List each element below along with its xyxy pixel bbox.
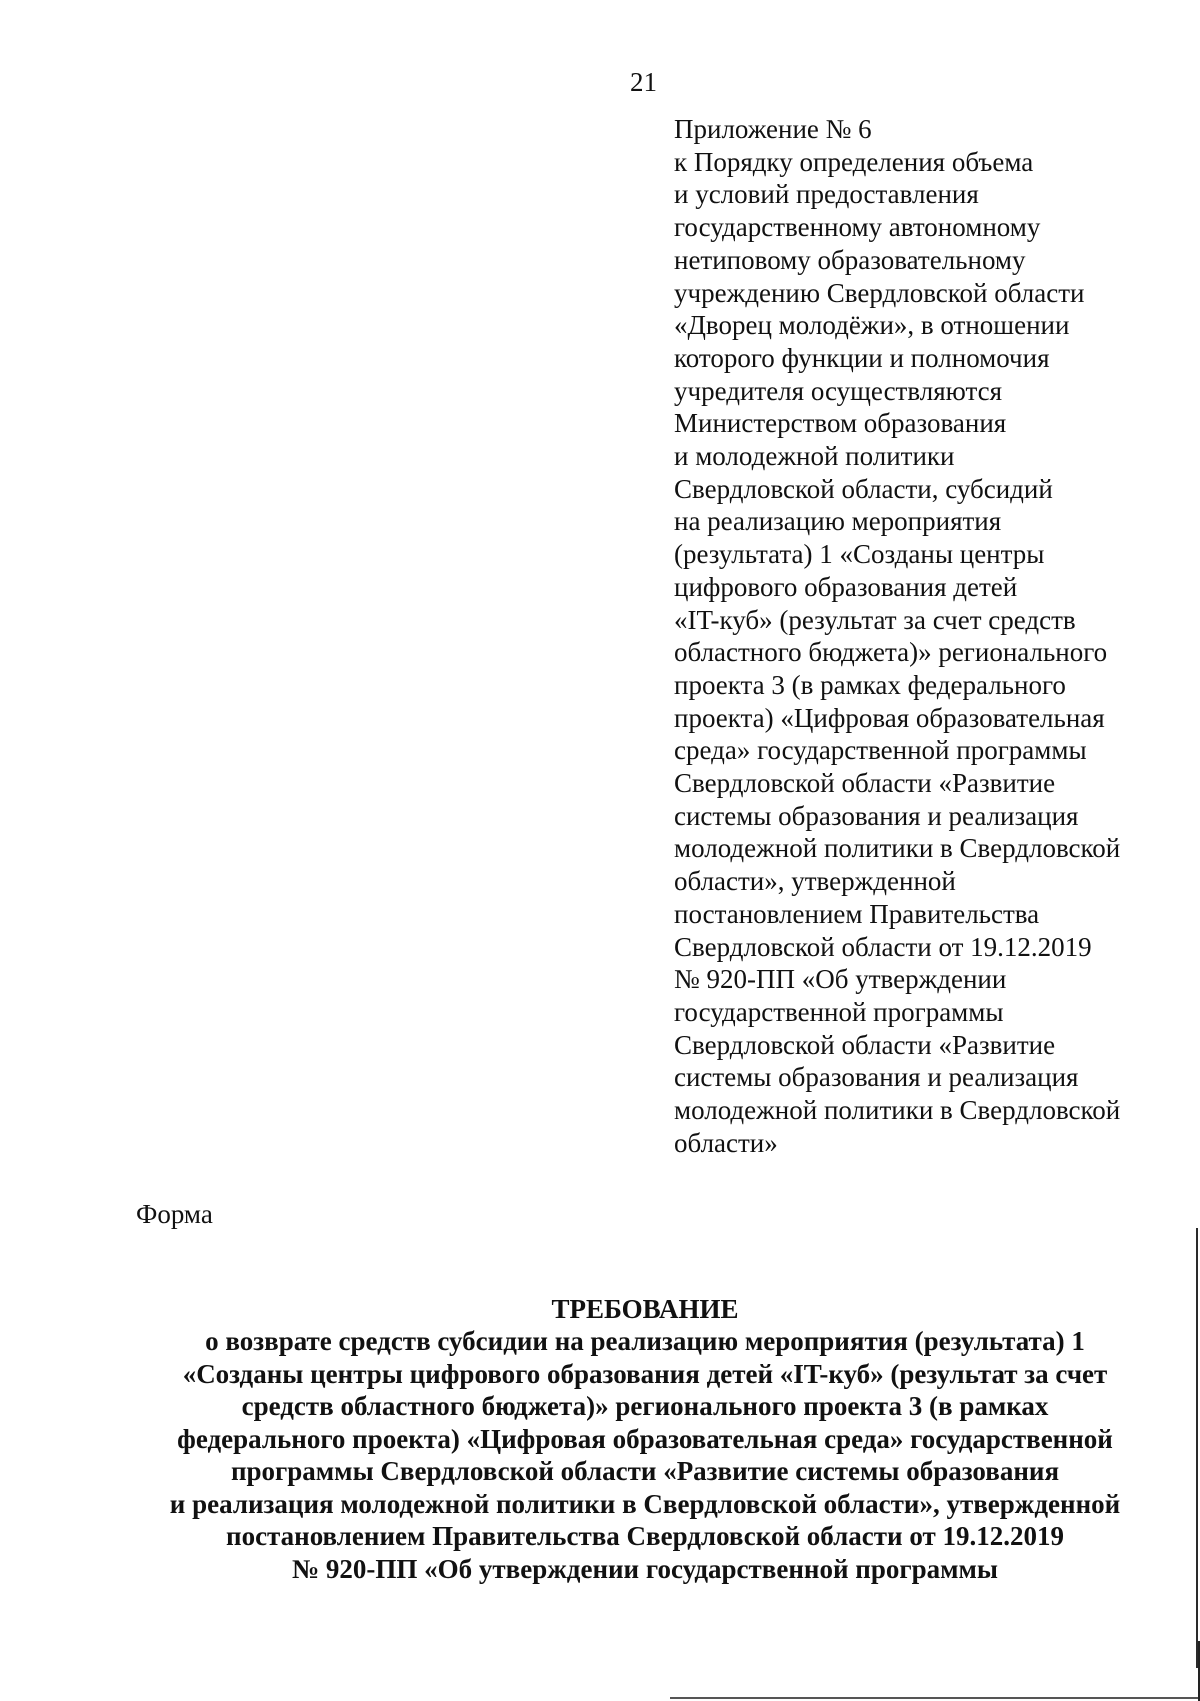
- page-number: 21: [630, 67, 657, 97]
- appendix-line: системы образования и реализация: [674, 1062, 1079, 1093]
- appendix-line: Министерством образования: [674, 408, 1007, 439]
- appendix-line: Свердловской области, субсидий: [674, 473, 1053, 504]
- scan-edge-right: [1196, 1228, 1198, 1668]
- requirement-line: № 920-ПП «Об утверждении государственной программы: [292, 1553, 998, 1584]
- appendix-line: (результата) 1 «Созданы центры: [674, 539, 1045, 570]
- appendix-line: «Дворец молодёжи», в отношении: [674, 310, 1070, 341]
- requirement-line: и реализация молодежной политики в Свердловской области», утвержденной: [169, 1488, 1121, 1519]
- appendix-line: цифрового образования детей: [674, 571, 1018, 602]
- appendix-line: Приложение № 6: [674, 114, 872, 144]
- appendix-line: проекта 3 (в рамках федерального: [674, 669, 1066, 700]
- requirement-line: федерального проекта) «Цифровая образовательная среда» государственной: [177, 1423, 1113, 1454]
- appendix-line: Свердловской области «Развитие: [674, 1029, 1056, 1060]
- form-label: Форма: [136, 1199, 213, 1229]
- appendix-line: государственному автономному: [674, 212, 1041, 243]
- appendix-line: среда» государственной программы: [674, 735, 1087, 766]
- appendix-line: на реализацию мероприятия: [674, 506, 1002, 537]
- appendix-line: системы образования и реализация: [674, 800, 1079, 831]
- appendix-line: «IT-куб» (результат за счет средств: [674, 604, 1076, 635]
- scan-edge-bottom: [670, 1697, 1200, 1699]
- appendix-line: учредителя осуществляются: [674, 375, 1002, 406]
- requirement-subtitle: [0, 1325, 1200, 1585]
- requirement-line: постановлением Правительства Свердловской области от 19.12.2019: [226, 1521, 1064, 1551]
- appendix-line: Свердловской области от 19.12.2019: [674, 931, 1092, 962]
- requirement-line: программы Свердловской области «Развитие системы образования: [230, 1456, 1060, 1486]
- requirement-heading-block: [0, 1293, 1200, 1585]
- appendix-line: областного бюджета)» регионального: [674, 637, 1108, 668]
- requirement-line: средств областного бюджета)» регионального проекта 3 (в рамках: [241, 1391, 1049, 1421]
- appendix-header: [674, 113, 1194, 1160]
- appendix-line: проекта) «Цифровая образовательная: [674, 702, 1105, 733]
- requirement-title: ТРЕБОВАНИЕ: [551, 1294, 739, 1324]
- appendix-line: постановлением Правительства: [674, 898, 1040, 929]
- requirement-line: о возврате средств субсидии на реализацию мероприятия (результата) 1: [205, 1326, 1085, 1356]
- appendix-line: нетиповому образовательному: [674, 244, 1026, 275]
- appendix-line: области», утвержденной: [674, 866, 956, 897]
- appendix-line: молодежной политики в Свердловской: [674, 833, 1121, 864]
- appendix-line: области»: [674, 1127, 778, 1158]
- appendix-line: которого функции и полномочия: [674, 342, 1050, 373]
- appendix-line: государственной программы: [674, 996, 1004, 1027]
- appendix-line: Свердловской области «Развитие: [674, 768, 1056, 799]
- appendix-line: учреждению Свердловской области: [674, 277, 1085, 308]
- requirement-line: «Созданы центры цифрового образования детей «IT-куб» (результат за счет: [182, 1358, 1108, 1389]
- appendix-line: и условий предоставления: [674, 179, 979, 210]
- appendix-line: и молодежной политики: [674, 441, 955, 472]
- appendix-line: молодежной политики в Свердловской: [674, 1095, 1121, 1126]
- appendix-line: № 920-ПП «Об утверждении: [674, 964, 1007, 995]
- appendix-line: к Порядку определения объема: [674, 146, 1034, 177]
